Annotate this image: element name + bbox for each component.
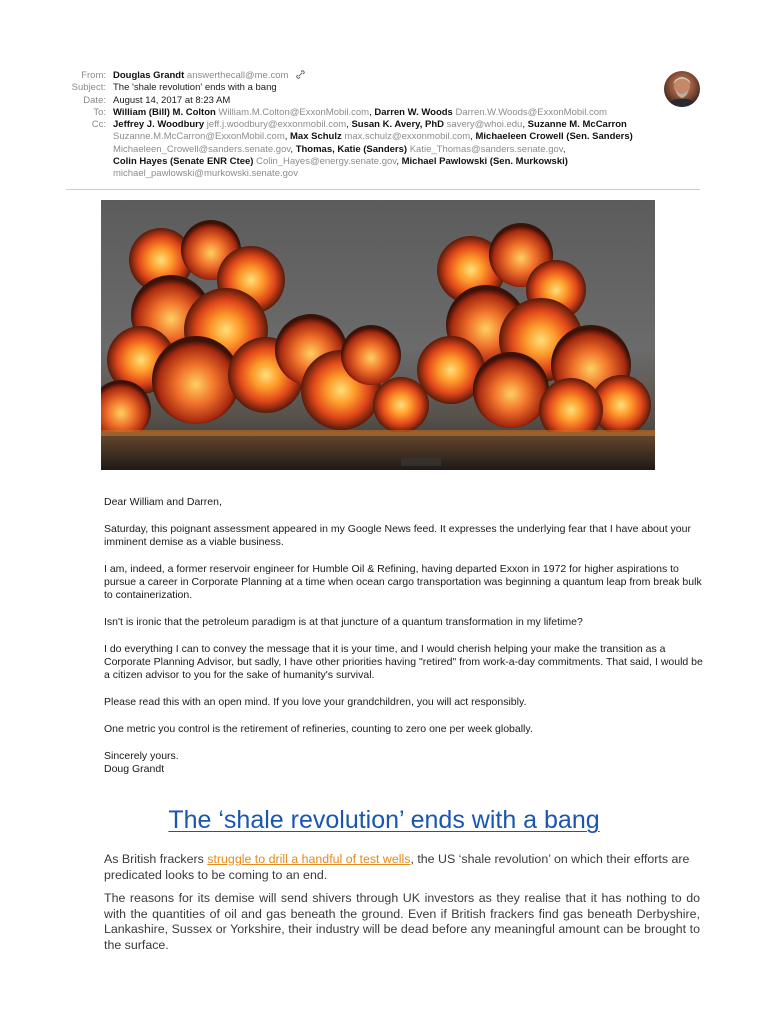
sender-name[interactable]: Douglas Grandt	[113, 70, 185, 81]
cc-recipient-name[interactable]: Michaeleen Crowell (Sen. Sanders)	[475, 131, 633, 143]
from-label: From:	[81, 70, 106, 81]
letter-paragraph: I am, indeed, a former reservoir engineer for Humble Oil & Refining, having departed Exxon in 1972 for higher aspirations to pursue a career in Corporate Planning at a time when ocean cargo transportation was beginning a quantum leap from break bulk to containerization.	[104, 563, 702, 601]
article-text: , the US ‘shale revolution’ on which their efforts are predicated looks to be coming to an end.	[104, 852, 690, 882]
cc-recipient-name[interactable]: Thomas, Katie (Sanders)	[295, 143, 408, 155]
separator: ,	[284, 131, 288, 143]
article-paragraph	[104, 852, 700, 883]
cc-recipient-email[interactable]: Colin_Hayes@energy.senate.gov	[256, 156, 397, 168]
letter-paragraph: Please read this with an open mind. If you love your grandchildren, you will act responsibly.	[104, 696, 527, 708]
cc-recipient-name[interactable]: Max Schulz	[290, 131, 342, 143]
to-recipient-email[interactable]: William.M.Colton@ExxonMobil.com	[218, 106, 370, 118]
letter-paragraph: Isn't is ironic that the petroleum paradigm is at that juncture of a quantum transformation in my lifetime?	[104, 616, 583, 628]
article-paragraph: The reasons for its demise will send shivers through UK investors as they realise that it has nothing to do with the quantities of oil and gas beneath the ground. Even if British frackers find gas beneath Derbyshire, Lankashire, Sussex or Yorkshire, their industry will be dead before any meaningful amount can be brought to the surface.	[104, 891, 700, 952]
date-label: Date:	[83, 94, 106, 106]
to-recipient-name[interactable]: Darren W. Woods	[374, 106, 453, 118]
cc-recipient-email[interactable]: max.schulz@exxonmobil.com	[344, 131, 471, 143]
test-wells-link[interactable]: struggle to drill a handful of test wells	[207, 852, 411, 866]
to-recipient-name[interactable]: William (Bill) M. Colton	[113, 106, 216, 118]
cc-recipient-email[interactable]: savery@whoi.edu	[446, 119, 523, 131]
to-row	[0, 107, 768, 119]
email-header	[0, 70, 768, 181]
cc-recipient-email[interactable]: michael_pawlowski@murkowski.senate.gov	[113, 168, 298, 180]
article-body	[104, 852, 700, 961]
separator: ,	[522, 119, 525, 131]
separator: ,	[396, 156, 399, 168]
cc-recipient-name[interactable]: Colin Hayes (Senate ENR Ctee)	[113, 156, 254, 168]
separator: ,	[470, 131, 473, 143]
separator: ,	[369, 106, 372, 118]
avatar	[664, 71, 700, 107]
cc-recipient-name[interactable]: Jeffrey J. Woodbury	[113, 119, 205, 131]
fireball-right	[417, 223, 651, 442]
cc-row	[0, 119, 768, 131]
article-text: As British frackers	[104, 852, 208, 866]
separator: ,	[562, 143, 566, 155]
cc-recipient-name[interactable]: Susan K. Avery, PhD	[351, 119, 445, 131]
cc-recipient-email[interactable]: Michaeleen_Crowell@sanders.senate.gov	[113, 143, 291, 155]
cc-row-continued	[0, 144, 768, 156]
signoff: Sincerely yours.	[104, 750, 179, 762]
cc-recipient-email[interactable]: Katie_Thomas@sanders.senate.gov	[409, 143, 563, 155]
header-divider	[66, 189, 700, 190]
cc-recipient-name[interactable]: Michael Pawlowski (Sen. Murkowski)	[401, 156, 568, 168]
article-title-link[interactable]: The ‘shale revolution’ ends with a bang	[168, 806, 600, 834]
subject-row	[0, 82, 768, 94]
ground	[101, 432, 655, 470]
greeting: Dear William and Darren,	[104, 496, 222, 508]
cc-row-continued	[0, 168, 768, 180]
fireball-left	[101, 220, 429, 440]
separator: ,	[290, 143, 294, 155]
letter-paragraph: Saturday, this poignant assessment appeared in my Google News feed. It expresses the underlying fear that I have about your imminent demise as a viable business.	[104, 523, 691, 548]
cc-label: Cc:	[91, 119, 106, 131]
cc-recipient-email[interactable]: jeff.j.woodbury@exxonmobil.com	[206, 119, 347, 131]
subject-label: Subject:	[71, 82, 106, 94]
cc-recipient-name[interactable]: Suzanne M. McCarron	[527, 119, 627, 131]
sender-email[interactable]: answerthecall@me.com	[186, 70, 289, 81]
separator: ,	[346, 119, 349, 131]
signature: Doug Grandt	[104, 763, 165, 775]
date-value: August 14, 2017 at 8:23 AM	[113, 94, 231, 106]
letter-paragraph: I do everything I can to convey the message that it is your time, and I would cherish helping your make the transition as a Corporate Planning Advisor, but sadly, I have other priorities having "retired" from work-a-day commitments. That said, I would be a citizen advisor to you for the sake of humanity's survival.	[104, 643, 703, 681]
paperclip-icon[interactable]	[296, 70, 305, 79]
cc-row-continued	[0, 131, 768, 143]
subject-value: The 'shale revolution' ends with a bang	[113, 82, 277, 94]
from-row	[0, 70, 768, 82]
date-row	[0, 95, 768, 107]
letter-body	[104, 496, 704, 776]
to-label: To:	[93, 106, 106, 118]
cc-recipient-email[interactable]: Suzanne.M.McCarron@ExxonMobil.com	[113, 131, 285, 143]
cc-row-continued	[0, 156, 768, 168]
explosion-photo[interactable]	[101, 200, 655, 470]
letter-paragraph: One metric you control is the retirement of refineries, counting to zero one per week globally.	[104, 723, 533, 735]
to-recipient-email[interactable]: Darren.W.Woods@ExxonMobil.com	[455, 106, 607, 118]
